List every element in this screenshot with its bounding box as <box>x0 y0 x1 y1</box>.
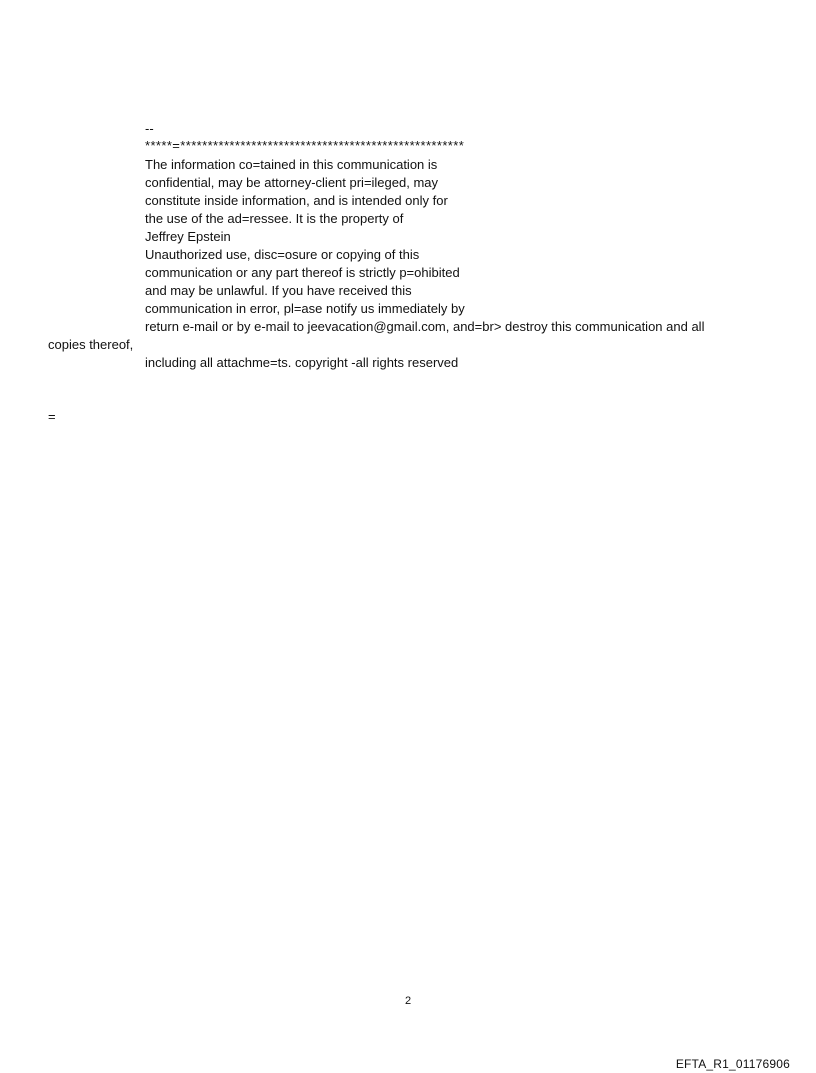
disclaimer-line: Jeffrey Epstein <box>145 229 231 244</box>
disclaimer-line: communication or any part thereof is strictly p=ohibited <box>145 265 460 280</box>
disclaimer-wrap-line: copies thereof, <box>48 337 134 352</box>
disclaimer-line: and may be unlawful. If you have received this <box>145 283 412 298</box>
disclaimer-line: confidential, may be attorney-client pri=ileged, may <box>145 175 439 190</box>
trailing-equals: = <box>48 409 56 424</box>
page-number: 2 <box>404 995 412 1007</box>
disclaimer-line: Unauthorized use, disc=osure or copying of this <box>145 247 420 262</box>
disclaimer-line: return e-mail or by e-mail to jeevacation@gmail.com, and=br> destroy this communication and all <box>145 319 705 334</box>
disclaimer-line: The information co=tained in this communication is <box>145 157 438 172</box>
disclaimer-line: communication in error, pl=ase notify us immediately by <box>145 301 465 316</box>
disclaimer-line: the use of the ad=ressee. It is the property of <box>145 211 404 226</box>
disclaimer-line: constitute inside information, and is intended only for <box>145 193 448 208</box>
separator-dashes: -- <box>145 121 154 136</box>
document-id: EFTA_R1_01176906 <box>675 1057 790 1071</box>
disclaimer-last-line: including all attachme=ts. copyright -all rights reserved <box>145 355 459 370</box>
separator-stars: *****=**************************************************** <box>145 138 465 153</box>
